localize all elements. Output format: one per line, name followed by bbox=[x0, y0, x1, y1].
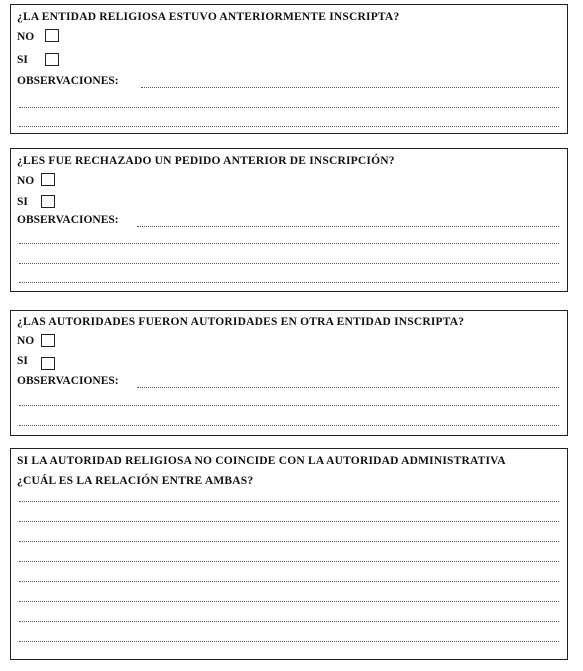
section-3-si-checkbox[interactable] bbox=[41, 357, 55, 370]
section-2-line[interactable] bbox=[19, 263, 559, 264]
section-3-no-checkbox[interactable] bbox=[41, 334, 55, 347]
section-2-si-checkbox[interactable] bbox=[41, 195, 55, 208]
section-2-si-label: SI bbox=[17, 196, 28, 208]
section-1-si-label: SI bbox=[17, 54, 28, 66]
section-4-line[interactable] bbox=[19, 521, 559, 522]
section-3-observaciones-label: OBSERVACIONES: bbox=[17, 375, 119, 387]
section-1-observaciones-label: OBSERVACIONES: bbox=[17, 75, 119, 87]
section-4-question-line-2: ¿CUÁL ES LA RELACIÓN ENTRE AMBAS? bbox=[17, 475, 254, 487]
section-4-line[interactable] bbox=[19, 561, 559, 562]
section-4-line[interactable] bbox=[19, 601, 559, 602]
section-3-line[interactable] bbox=[19, 425, 559, 426]
section-4 bbox=[10, 448, 568, 660]
section-1-line[interactable] bbox=[19, 107, 559, 108]
section-3 bbox=[10, 310, 568, 436]
section-1-line[interactable] bbox=[19, 126, 559, 127]
section-3-si-label: SI bbox=[17, 355, 28, 367]
section-4-line[interactable] bbox=[19, 621, 559, 622]
section-2-line[interactable] bbox=[19, 243, 559, 244]
section-1-no-label: NO bbox=[17, 31, 35, 43]
section-4-line[interactable] bbox=[19, 641, 559, 642]
section-4-question-line-1: SI LA AUTORIDAD RELIGIOSA NO COINCIDE CON LA AUTORIDAD ADMINISTRATIVA bbox=[17, 455, 506, 467]
section-3-observaciones-line[interactable] bbox=[137, 387, 559, 388]
section-2-no-checkbox[interactable] bbox=[41, 173, 55, 186]
section-1 bbox=[10, 4, 568, 134]
section-1-si-checkbox[interactable] bbox=[45, 53, 59, 66]
section-2-line[interactable] bbox=[19, 282, 559, 283]
section-1-question: ¿LA ENTIDAD RELIGIOSA ESTUVO ANTERIORMENTE INSCRIPTA? bbox=[17, 11, 400, 23]
section-2-observaciones-line[interactable] bbox=[137, 226, 559, 227]
section-2-no-label: NO bbox=[17, 175, 35, 187]
section-4-line[interactable] bbox=[19, 501, 559, 502]
section-3-line[interactable] bbox=[19, 405, 559, 406]
section-1-observaciones-line[interactable] bbox=[141, 87, 559, 88]
section-1-no-checkbox[interactable] bbox=[45, 29, 59, 42]
section-2-question: ¿LES FUE RECHAZADO UN PEDIDO ANTERIOR DE INSCRIPCIÓN? bbox=[17, 155, 395, 167]
section-4-line[interactable] bbox=[19, 581, 559, 582]
section-2 bbox=[10, 148, 568, 292]
section-3-question: ¿LAS AUTORIDADES FUERON AUTORIDADES EN OTRA ENTIDAD INSCRIPTA? bbox=[17, 316, 465, 328]
section-4-line[interactable] bbox=[19, 541, 559, 542]
section-2-observaciones-label: OBSERVACIONES: bbox=[17, 214, 119, 226]
section-3-no-label: NO bbox=[17, 335, 35, 347]
